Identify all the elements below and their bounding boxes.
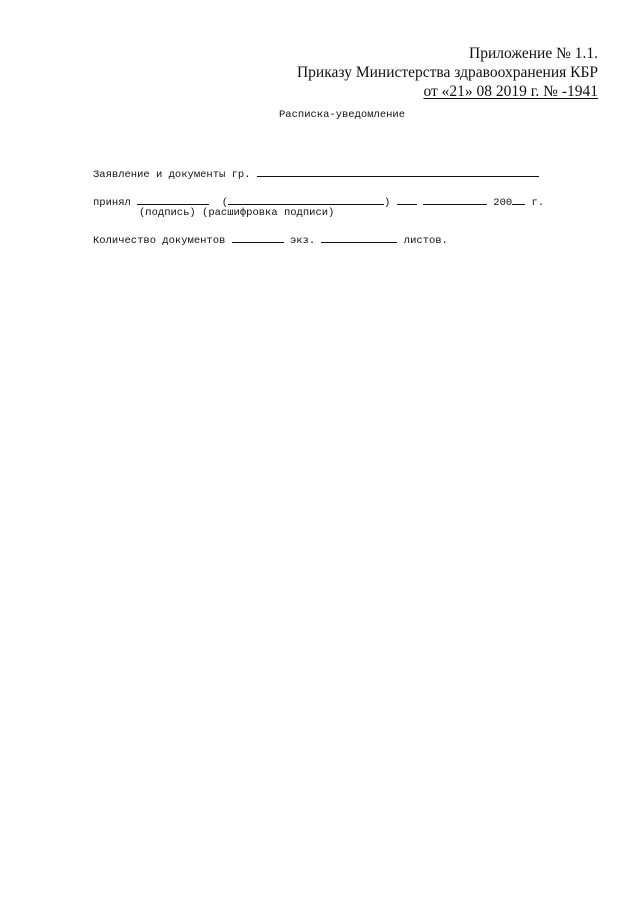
document-count-row <box>93 233 448 247</box>
copies-count-field[interactable] <box>232 233 284 243</box>
sheets-label: листов. <box>403 235 448 247</box>
signature-hint: (подпись) <box>139 207 196 219</box>
applicant-row <box>93 167 539 181</box>
decoding-hint: (расшифровка подписи) <box>202 207 335 219</box>
order-header <box>297 44 598 101</box>
day-field[interactable] <box>397 195 417 205</box>
signature-field[interactable] <box>137 195 209 205</box>
month-field[interactable] <box>423 195 487 205</box>
count-label: Количество документов <box>93 235 226 247</box>
order-date-number: от «21» 08 2019 г. № -1941 <box>423 83 598 100</box>
order-reference: Приказу Министерства здравоохранения КБР <box>296 64 598 81</box>
accepted-hints-row <box>139 207 334 219</box>
year-prefix: 200 <box>493 197 513 209</box>
close-paren: ) <box>384 197 391 209</box>
copies-label: экз. <box>289 235 316 247</box>
applicant-name-field[interactable] <box>257 167 539 177</box>
open-paren: ( <box>221 197 229 209</box>
signature-decoding-field[interactable] <box>228 195 384 205</box>
year-suffix: г. <box>531 197 545 209</box>
form-title: Расписка-уведомление <box>279 109 406 121</box>
sheets-count-field[interactable] <box>321 233 397 243</box>
appendix-number: Приложение № 1.1. <box>469 45 598 62</box>
year-field[interactable] <box>512 195 525 205</box>
applicant-label: Заявление и документы гр. <box>93 169 251 181</box>
accepted-label: принял <box>93 197 131 209</box>
